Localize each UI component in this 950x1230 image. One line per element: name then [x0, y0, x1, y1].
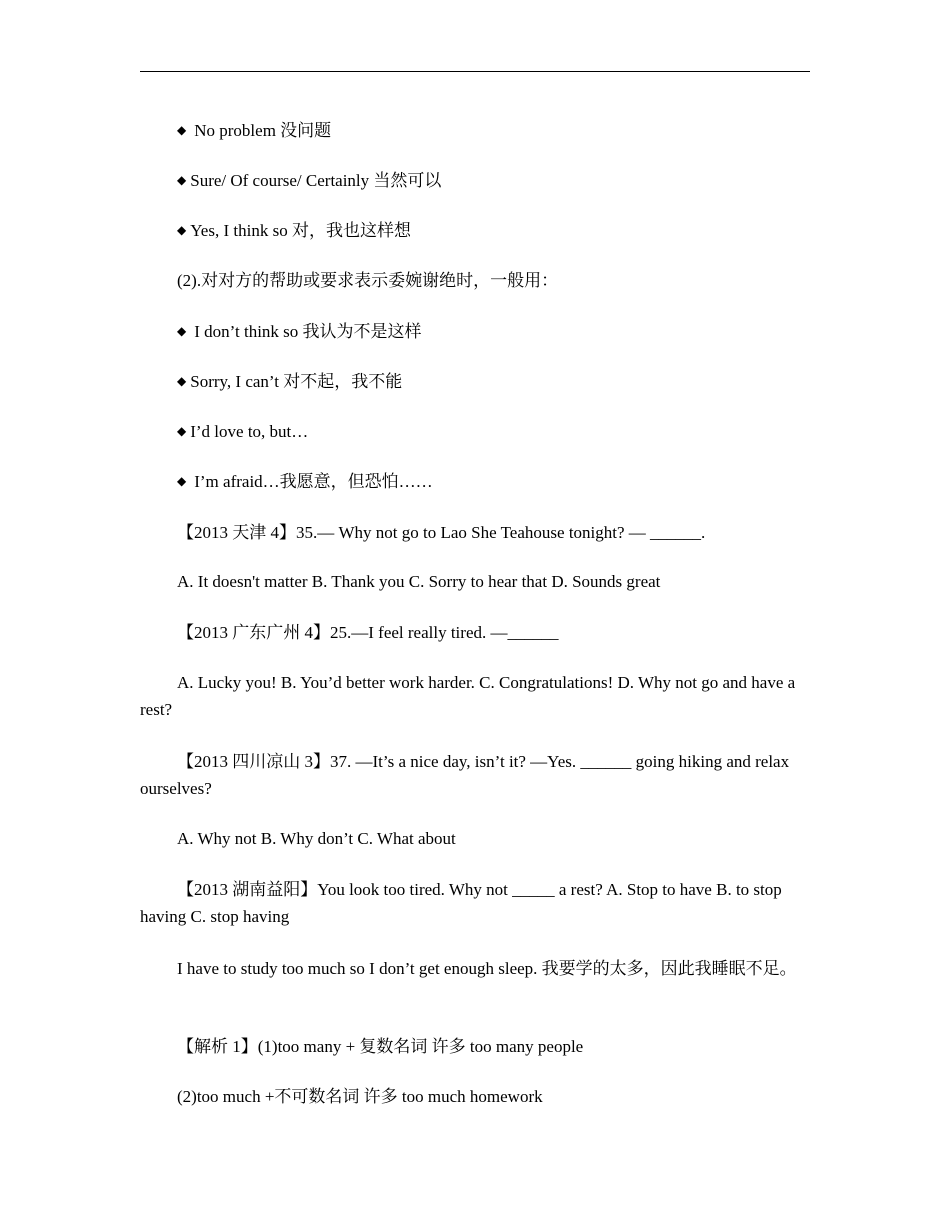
answer-options-liangshan: [140, 825, 810, 852]
bullet-text: No problem 没问题: [194, 121, 332, 140]
paragraph-text: 【2013 四川凉山 3】37. —It’s a nice day, isn’t it? —Yes. ______ going hiking and relax ourselves?: [140, 752, 790, 798]
header-rule: [140, 71, 810, 72]
bullet-line-sorry: [140, 368, 810, 395]
paragraph-text: 【2013 湖南益阳】You look too tired. Why not _____ a rest? A. Stop to have B. to stop having C. stop having: [140, 880, 782, 926]
bullet-text: I’m afraid…我愿意，但恐怕……: [194, 472, 433, 491]
diamond-bullet-icon: ◆: [177, 324, 187, 338]
paragraph-text: (2).对对方的帮助或要求表示委婉谢绝时，一般用：: [177, 271, 559, 290]
bullet-text: Yes, I think so 对，我也这样想: [190, 221, 411, 240]
example-sentence: [140, 955, 810, 982]
bullet-text: I’d love to, but…: [190, 422, 309, 441]
diamond-bullet-icon: ◆: [177, 223, 187, 237]
paragraph-text: 【2013 广东广州 4】25.—I feel really tired. —______: [177, 623, 559, 642]
bullet-text: Sorry, I can’t 对不起，我不能: [190, 372, 403, 391]
question-yiyang: [140, 876, 810, 930]
analysis-too-much: [140, 1083, 810, 1110]
answer-options-guangzhou: [140, 669, 810, 723]
bullet-line-love-to: [140, 418, 810, 445]
diamond-bullet-icon: ◆: [177, 424, 187, 438]
bullet-line-yes: [140, 217, 810, 244]
bullet-line-no-problem: [140, 117, 810, 144]
bullet-line-afraid: [140, 468, 810, 495]
analysis-too-many: [140, 1033, 810, 1060]
paragraph-text: A. Lucky you! B. You’d better work harder. C. Congratulations! D. Why not go and have a rest?: [140, 673, 796, 719]
bullet-line-dont-think: [140, 318, 810, 345]
paragraph-text: 【2013 天津 4】35.— Why not go to Lao She Teahouse tonight? — ______.: [177, 523, 706, 542]
question-tianjin: [140, 519, 810, 546]
diamond-bullet-icon: ◆: [177, 474, 187, 488]
bullet-text: I don’t think so 我认为不是这样: [194, 322, 422, 341]
bullet-text: Sure/ Of course/ Certainly 当然可以: [190, 171, 442, 190]
bullet-line-sure: [140, 167, 810, 194]
paragraph-text: A. It doesn't matter B. Thank you C. Sorry to hear that D. Sounds great: [177, 572, 661, 591]
answer-options-tianjin: [140, 568, 810, 595]
diamond-bullet-icon: ◆: [177, 173, 187, 187]
paragraph-text: A. Why not B. Why don’t C. What about: [177, 829, 456, 848]
diamond-bullet-icon: ◆: [177, 374, 187, 388]
diamond-bullet-icon: ◆: [177, 123, 187, 137]
section-heading-2: [140, 267, 810, 294]
question-guangzhou: [140, 619, 810, 646]
paragraph-text: (2)too much +不可数名词 许多 too much homework: [177, 1087, 543, 1106]
paragraph-text: I have to study too much so I don’t get enough sleep. 我要学的太多，因此我睡眠不足。: [177, 959, 797, 978]
paragraph-text: 【解析 1】(1)too many + 复数名词 许多 too many people: [177, 1037, 584, 1056]
question-liangshan: [140, 748, 810, 802]
